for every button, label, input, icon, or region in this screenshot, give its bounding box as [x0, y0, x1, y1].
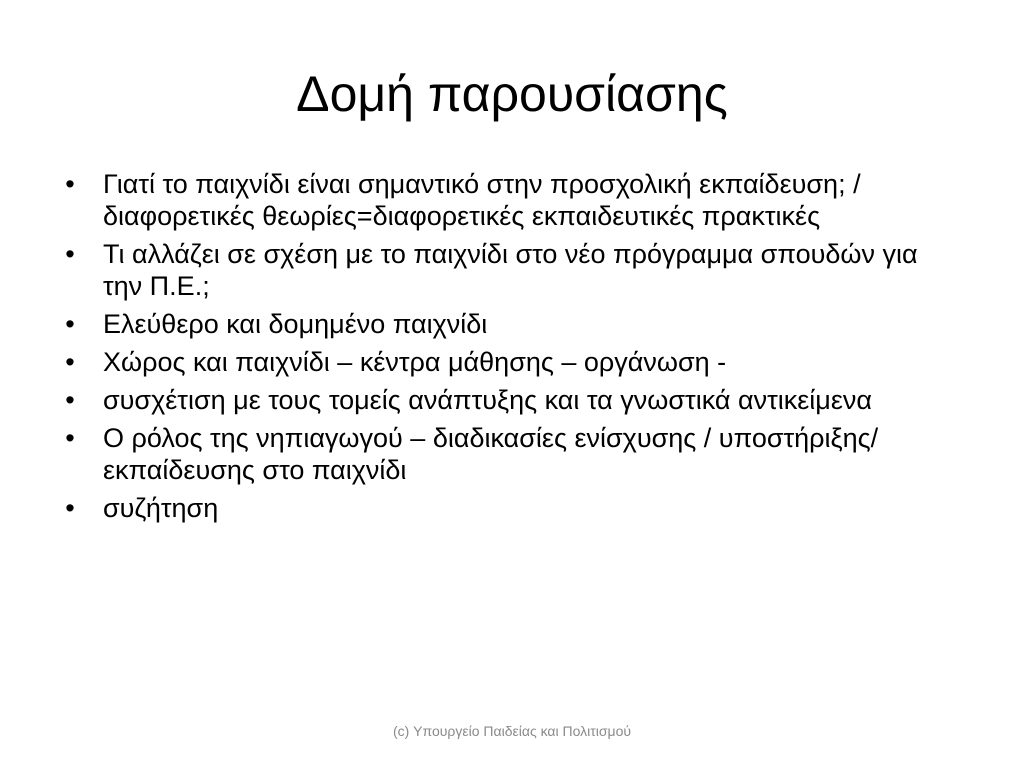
bullet-icon: • — [65, 423, 75, 453]
bullet-text: συζήτηση — [103, 493, 219, 523]
bullet-item — [60, 492, 940, 524]
bullet-icon: • — [65, 239, 75, 269]
bullet-text: συσχέτιση με τους τομείς ανάπτυξης και τα γνωστικά αντικείμενα — [103, 385, 872, 415]
bullet-icon: • — [65, 385, 75, 415]
bullet-text: Ελεύθερο και δομημένο παιχνίδι — [103, 309, 488, 339]
bullet-list — [60, 168, 940, 530]
bullet-text: Χώρος και παιχνίδι – κέντρα μάθησης – οργάνωση - — [103, 347, 727, 377]
slide-title: Δομή παρουσίασης — [296, 66, 728, 122]
bullet-item — [60, 238, 940, 302]
bullet-text: Γιατί το παιχνίδι είναι σημαντικό στην προσχολική εκπαίδευση; /διαφορετικές θεωρίες=διαφορετικές εκπαιδευτικές πρακτικές — [103, 169, 861, 231]
bullet-item — [60, 308, 940, 340]
bullet-item — [60, 346, 940, 378]
bullet-item — [60, 384, 940, 416]
bullet-item — [60, 168, 940, 232]
bullet-text: Τι αλλάζει σε σχέση με το παιχνίδι στο νέο πρόγραμμα σπουδών για την Π.Ε.; — [103, 239, 918, 301]
bullet-item — [60, 422, 940, 486]
bullet-text: Ο ρόλος της νηπιαγωγού – διαδικασίες ενίσχυσης / υποστήριξης/ εκπαίδευσης στο παιχνίδι — [103, 423, 879, 485]
bullet-icon: • — [65, 169, 75, 199]
bullet-icon: • — [65, 347, 75, 377]
bullet-icon: • — [65, 309, 75, 339]
slide-footer: (c) Υπουργείο Παιδείας και Πολιτισμού — [392, 723, 632, 739]
bullet-icon: • — [65, 493, 75, 523]
